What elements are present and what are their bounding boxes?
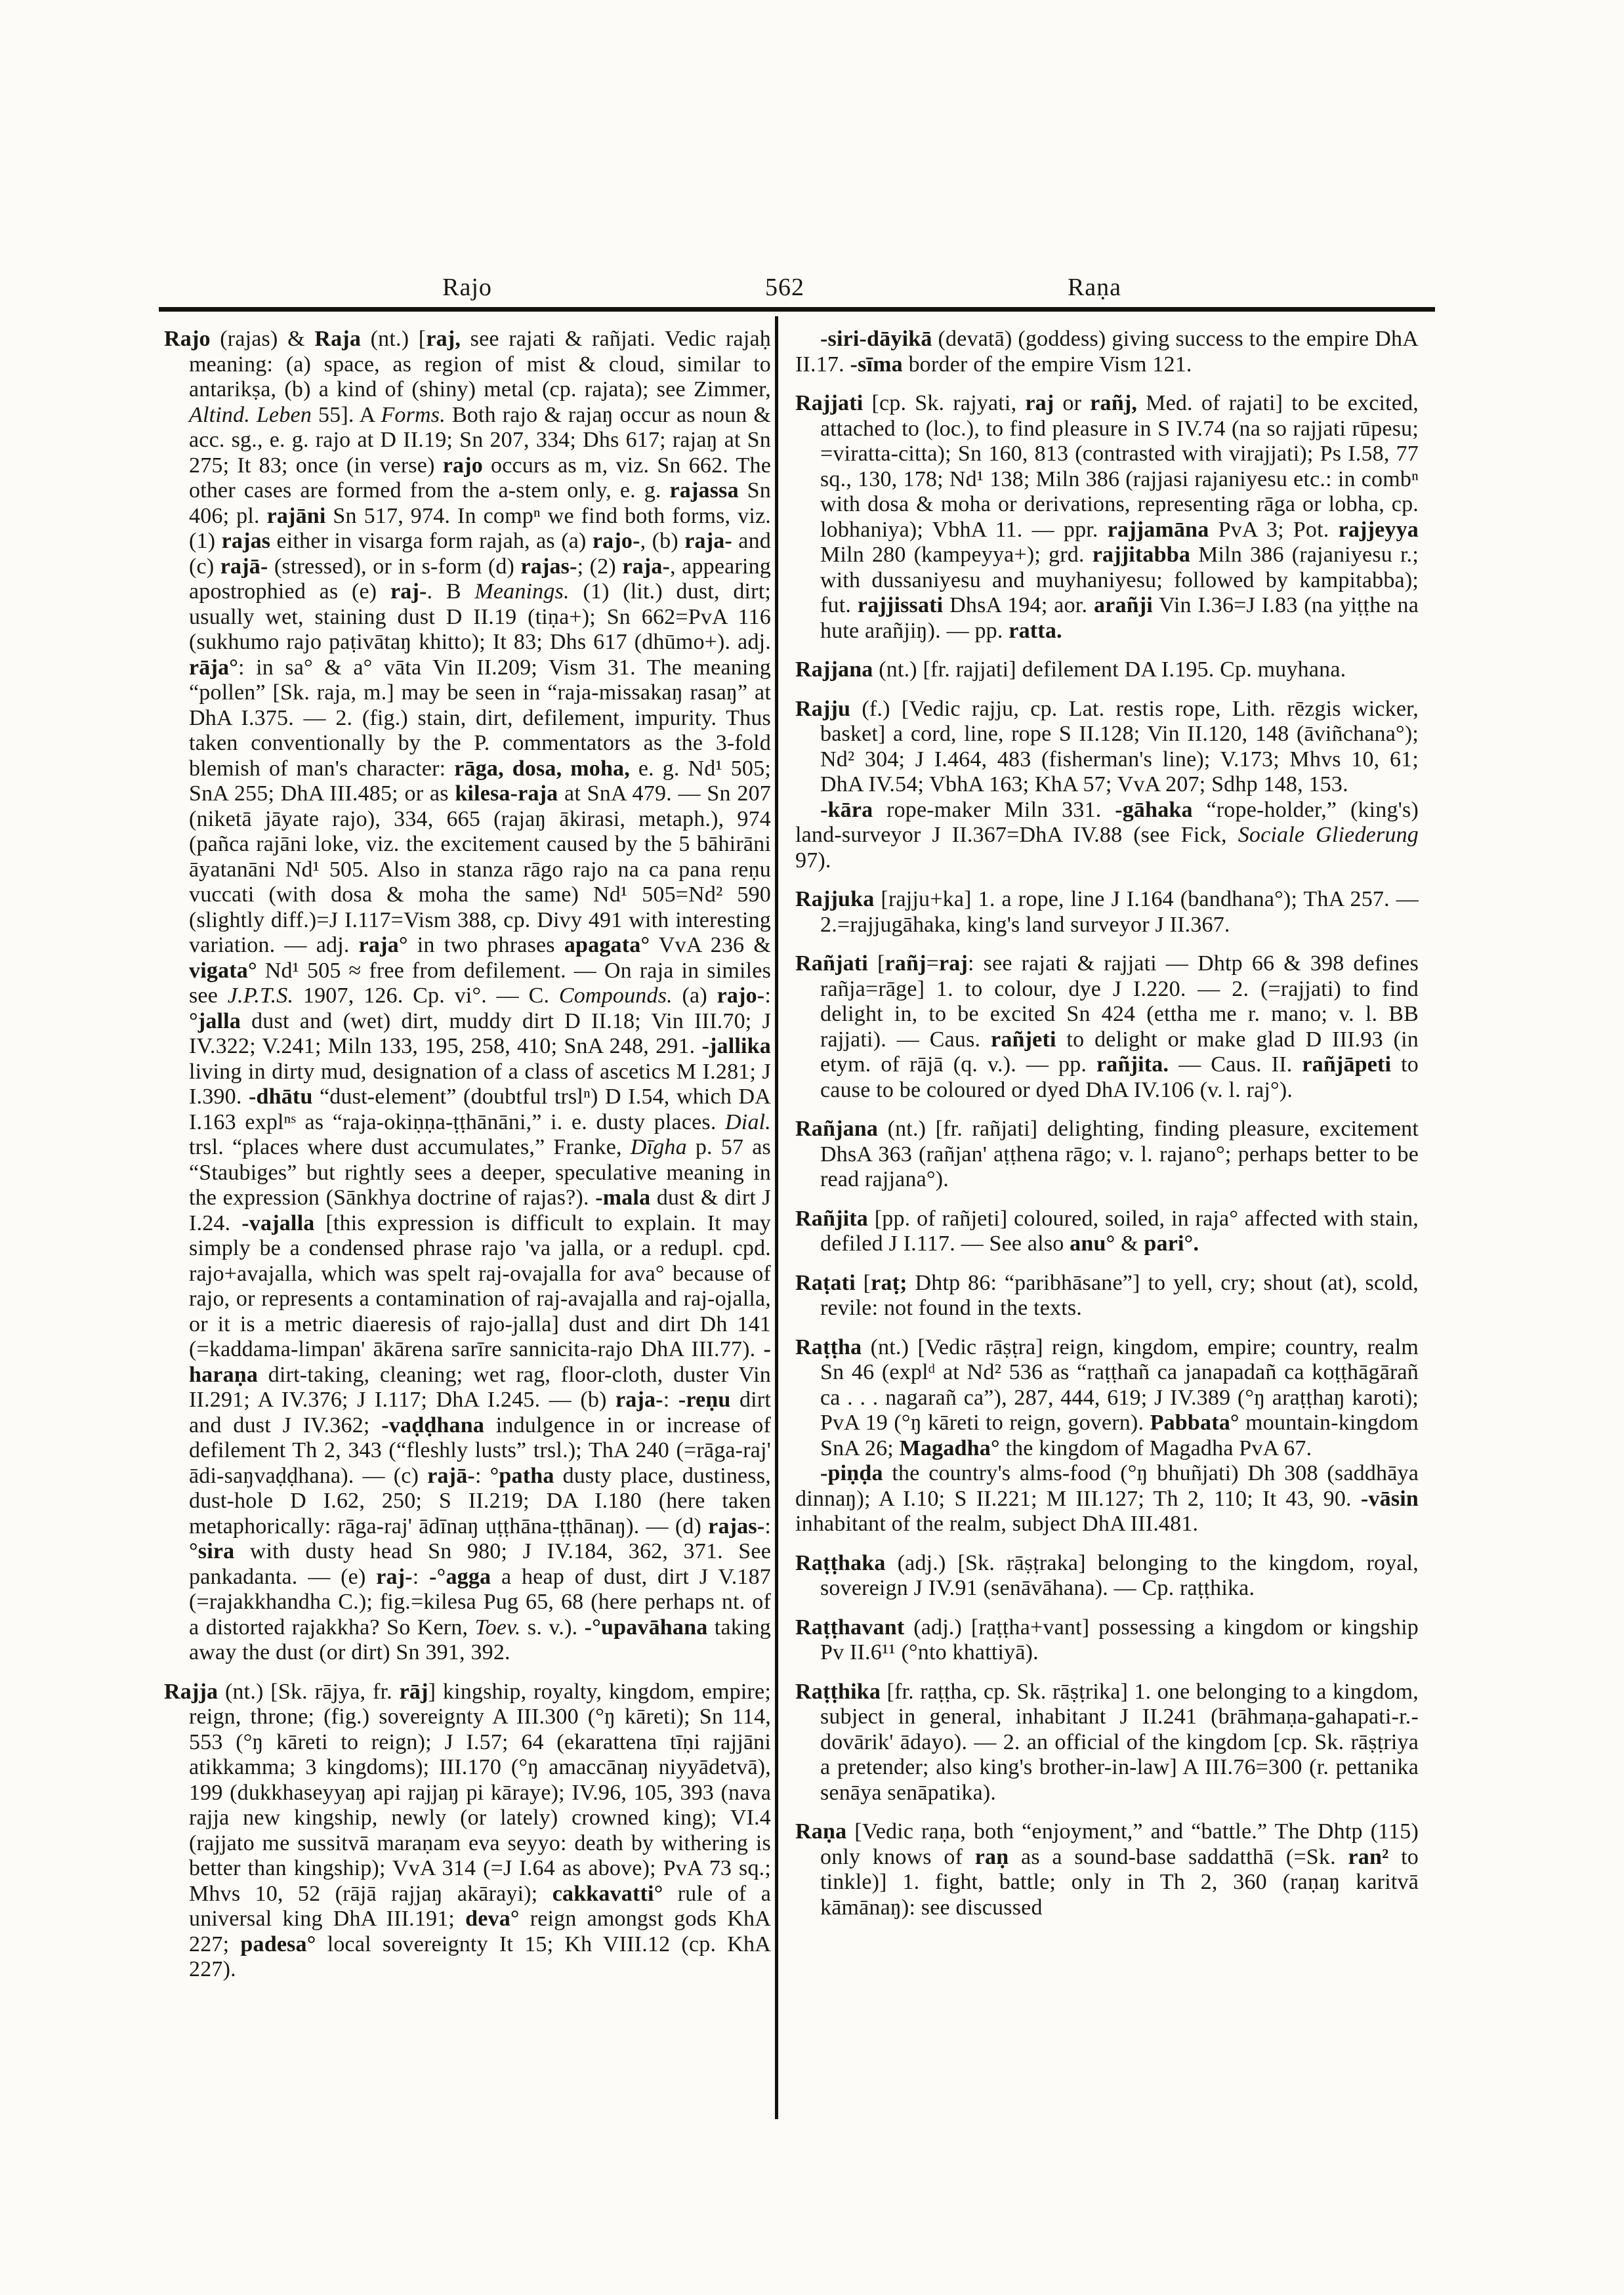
entry-Rajjana: Rajjana (nt.) [fr. rajjati] defilement DA I.195. Cp. muyhana. bbox=[795, 657, 1346, 682]
headword: Raṭati bbox=[795, 1270, 856, 1295]
headword: Rajja bbox=[164, 1679, 219, 1704]
headword: Rañjana bbox=[795, 1117, 879, 1141]
headword: Raṭṭha bbox=[795, 1334, 862, 1359]
headword: Raṇa bbox=[795, 1819, 847, 1844]
entry-Rajjati: Rajjati [cp. Sk. rajyati, raj or rañj, Med. of rajati] to be excited, attached to (loc.), to find pleasure in S IV.74 (na so rajjati rūpesu; =viratta-citta); Sn 160, 813 (contrasted with virajjati); Ps I.58, 77 sq., 130, 178; Nd¹ 138; Miln 386 (rajjasi rajaniyesu etc.: in combⁿ with dosa & moha or derivations, representing rāga or lobha, cp. lobhaniya); VbhA 11. — ppr. rajjamāna PvA 3; Pot. rajjeyya Miln 280 (kampeyya+); grd. rajjitabba Miln 386 (rajaniyesu r.; with dussaniyesu and muyhaniyesu; followed by kampitabba); fut. rajjissati DhsA 194; aor. arañji Vin I.36=J I.83 (na yiṭṭhe na hute arañjiŋ). — pp. ratta. bbox=[795, 391, 1419, 643]
right-column bbox=[795, 327, 1419, 1920]
entry-Raṭṭhaka: Raṭṭhaka (adj.) [Sk. rāṣṭraka] belonging to the kingdom, royal, sovereign J IV.91 (senāvāhana). — Cp. raṭṭhika. bbox=[795, 1550, 1419, 1600]
header-rule bbox=[159, 307, 1435, 312]
guide-word-left: Rajo bbox=[442, 274, 492, 301]
entry-continuation: -kāra rope-maker Miln 331. -gāhaka “rope-holder,” (king's) land-surveyor J II.367=DhA IV.88 (see Fick, Sociale Gliederung 97). bbox=[795, 797, 1419, 873]
entry-Rañjati: Rañjati [rañj=raj: see rajati & rajjati — Dhtp 66 & 398 defines rañja=rāge] 1. to colour, dye J I.220. — 2. (=rajjati) to find delight in, to be excited Sn 424 (ettha me r. mano; v. l. BB rajjati). — Caus. rañjeti to delight or make glad D III.93 (in etym. of rājā (q. v.). — pp. rañjita. — Caus. II. rañjāpeti to cause to be coloured or dyed DhA IV.106 (v. l. raj°). bbox=[795, 951, 1419, 1102]
headword: Rajjana bbox=[795, 657, 873, 682]
entry-Rajja: Rajja (nt.) [Sk. rājya, fr. rāj] kingship, royalty, kingdom, empire; reign, throne; (fig.) sovereignty A III.300 (°ŋ kāreti); Sn 114, 553 (°ŋ kāreti to reign); J I.57; 64 (ekarattena tīṇi rajjāni atikkamma; 3 kingdoms); III.170 (°ŋ amaccānaŋ niyyādetvā), 199 (dukkhaseyyaŋ api rajjaŋ pi kāraye); IV.96, 105, 393 (nava rajja new kingship, newly (or lately) crowned king); VI.4 (rajjato me sussitvā maraṇam eva seyyo: death by withering is better than kingship); VvA 314 (=J I.64 as above); PvA 73 sq.; Mhvs 10, 52 (rājā rajjaŋ akārayi); cakkavatti° rule of a universal king DhA III.191; deva° reign amongst gods KhA 227; padesa° local sovereignty It 15; Kh VIII.12 (cp. KhA 227). bbox=[164, 1679, 771, 1981]
guide-word-right: Raṇa bbox=[1067, 274, 1122, 301]
entry-Rajjuka: Rajjuka [rajju+ka] 1. a rope, line J I.164 (bandhana°); ThA 257. — 2.=rajjugāhaka, king's land surveyor J II.367. bbox=[795, 887, 1419, 937]
headword: Rañjita bbox=[795, 1206, 868, 1231]
entry-Rañjita: Rañjita [pp. of rañjeti] coloured, soiled, in raja° affected with stain, defiled J I.117. — See also anu° & pari°. bbox=[795, 1206, 1419, 1256]
column-divider bbox=[775, 316, 778, 2119]
entry-Raṭṭhavant: Raṭṭhavant (adj.) [raṭṭha+vant] possessing a kingdom or kingship Pv II.6¹¹ (°nto khattiyā). bbox=[795, 1615, 1419, 1664]
page-number: 562 bbox=[765, 274, 804, 301]
entry-Raṭṭha: Raṭṭha (nt.) [Vedic rāṣṭra] reign, kingdom, empire; country, realm Sn 46 (explᵈ at Nd² 536 as “raṭṭhañ ca janapadañ ca koṭṭhāgārañ ca . . . nagarañ ca”), 287, 444, 619; J IV.389 (°ŋ araṭṭhaŋ karoti); PvA 19 (°ŋ kāreti to reign, govern). Pabbata° mountain-kingdom SnA 26; Magadha° the kingdom of Magadha PvA 67. bbox=[795, 1334, 1419, 1460]
headword: Raṭṭhavant bbox=[795, 1615, 905, 1640]
headword: Rajjuka bbox=[795, 887, 875, 911]
headword: Raṭṭhika bbox=[795, 1679, 881, 1704]
entry-Rajju: Rajju (f.) [Vedic rajju, cp. Lat. restis rope, Lith. rēzgis wicker, basket] a cord, line, rope S II.128; Vin II.120, 148 (āviñchana°); Nd² 304; J I.464, 483 (fisherman's line); V.173; Mhvs 10, 61; DhA IV.54; VbhA 163; KhA 57; VvA 207; Sdhp 148, 153. bbox=[795, 696, 1419, 796]
headword: Rajju bbox=[795, 696, 851, 721]
entry-Rañjana: Rañjana (nt.) [fr. rañjati] delighting, finding pleasure, excitement DhsA 363 (rañjan' aṭṭhena rāgo; v. l. rajano°; perhaps better to be read rajjana°). bbox=[795, 1117, 1419, 1191]
headword: Raṭṭhaka bbox=[795, 1550, 886, 1575]
entry-Rajo: Rajo (rajas) & Raja (nt.) [raj, see rajati & rañjati. Vedic rajaḥ meaning: (a) space, as region of mist & cloud, similar to antarikṣa, (b) a kind of (shiny) metal (cp. rajata); see Zimmer, Altind. Leben 55]. A Forms. Both rajo & rajaŋ occur as noun & acc. sg., e. g. rajo at D II.19; Sn 207, 334; Dhs 617; rajaŋ at Sn 275; It 83; once (in verse) rajo occurs as m, viz. Sn 662. The other cases are formed from the a-stem only, e. g. rajassa Sn 406; pl. rajāni Sn 517, 974. In compⁿ we find both forms, viz. (1) rajas either in visarga form rajah, as (a) rajo-, (b) raja- and (c) rajā- (stressed), or in s-form (d) rajas-; (2) raja-, appearing apostrophied as (e) raj-. B Meanings. (1) (lit.) dust, dirt; usually wet, staining dust D II.19 (tiṇa+); Sn 662=PvA 116 (sukhumo rajo paṭivātaŋ khitto); It 83; Dhs 617 (dhūmo+). adj. rāja°: in sa° & a° vāta Vin II.209; Vism 31. The meaning “pollen” [Sk. raja, m.] may be seen in “raja-missakaŋ rasaŋ” at DhA I.375. — 2. (fig.) stain, dirt, defilement, impurity. Thus taken conventionally by the P. commentators as the 3-fold blemish of man's character: rāga, dosa, moha, e. g. Nd¹ 505; SnA 255; DhA III.485; or as kilesa-raja at SnA 479. — Sn 207 (niketā jāyate rajo), 334, 665 (rajaŋ ākirasi, metaph.), 974 (pañca rajāni loke, viz. the excitement caused by the 5 bāhirāni āyatanāni Nd¹ 505. Also in stanza rāgo rajo na ca pana reṇu vuccati (with dosa & moha the same) Nd¹ 505=Nd² 590 (slightly diff.)=J I.117=Vism 388, cp. Divy 491 with interesting variation. — adj. raja° in two phrases apagata° VvA 236 & vigata° Nd¹ 505 ≈ free from defilement. — On raja in similes see J.P.T.S. 1907, 126. Cp. vi°. — C. Compounds. (a) rajo-: °jalla dust and (wet) dirt, muddy dirt D II.18; Vin III.70; J IV.322; V.241; Miln 133, 195, 258, 410; SnA 248, 291. -jallika living in dirty mud, designation of a class of ascetics M I.281; J I.390. -dhātu “dust-element” (doubtful trslⁿ) D I.54, which DA I.163 explⁿˢ as “raja-okiṇṇa-ṭṭhānāni,” i. e. dusty places. Dial. trsl. “places where dust accumulates,” Franke, Dīgha p. 57 as “Staubiges” but rightly sees a deeper, speculative meaning in the expression (Sānkhya doctrine of rajas?). -mala dust & dirt J I.24. -vajalla [this expression is difficult to explain. It may simply be a condensed phrase rajo 'va jalla, or a redupl. cpd. rajo+avajalla, which was spelt raj-ovajalla for ava° because of rajo, or represents a contamination of raj-avajalla and raj-ojalla, or it is a metric diaeresis of rajo-jalla] dust and dirt Dh 141 (=kaddama-limpan' ākārena sarīre sannicita-rajo DhA III.77). -haraṇa dirt-taking, cleaning; wet rag, floor-cloth, duster Vin II.291; A IV.376; J I.117; DhA I.245. — (b) raja-: -reṇu dirt and dust J IV.362; -vaḍḍhana indulgence in or increase of defilement Th 2, 343 (“fleshly lusts” trsl.); ThA 240 (=rāga-raj' ādi-saŋvaḍḍhana). — (c) rajā-: °patha dusty place, dustiness, dust-hole D I.62, 250; S II.219; DA I.180 (here taken metaphorically: rāga-raj' ādīnaŋ uṭṭhāna-ṭṭhānaŋ). — (d) rajas-: °sira with dusty head Sn 980; J IV.184, 362, 371. See pankadanta. — (e) raj-: -°agga a heap of dust, dirt J V.187 (=rajakkhandha C.); fig.=kilesa Pug 65, 68 (here perhaps nt. of a distorted rajakkha? So Kern, Toev. s. v.). -°upavāhana taking away the dust (or dirt) Sn 391, 392. bbox=[164, 327, 772, 1664]
headword: Rajjati bbox=[795, 391, 864, 415]
entry-continuation: -piṇḍa the country's alms-food (°ŋ bhuñjati) Dh 308 (saddhāya dinnaŋ); A I.10; S II.221; M III.127; Th 2, 110; It 43, 90. -vāsin inhabitant of the realm, subject DhA III.481. bbox=[795, 1461, 1419, 1536]
entry-Raṇa: Raṇa [Vedic raṇa, both “enjoyment,” and “battle.” The Dhtp (115) only knows of raṇ as a sound-base saddatthā (=Sk. ran² to tinkle)] 1. fight, battle; only in Th 2, 360 (raṇaŋ karitvā kāmānaŋ): see discussed bbox=[795, 1819, 1419, 1920]
entry-continuation: -siri-dāyikā (devatā) (goddess) giving success to the empire DhA II.17. -sīma border of the empire Vism 121. bbox=[795, 327, 1419, 377]
entry-Raṭṭhika: Raṭṭhika [fr. raṭṭha, cp. Sk. rāṣṭrika] 1. one belonging to a kingdom, subject in general, inhabitant J II.241 (brāhmaṇa-gahapati-r.-dovārik' ādayo). — 2. an official of the kingdom [cp. Sk. rāṣṭriya a pretender; also king's brother-in-law] A III.76=300 (r. pettanika senāya senāpatika). bbox=[795, 1679, 1419, 1805]
left-column bbox=[164, 327, 771, 1983]
headword: Rajo bbox=[164, 327, 211, 351]
entry-Raṭati: Raṭati [raṭ; Dhtp 86: “paribhāsane”] to yell, cry; shout (at), scold, revile: not found in the texts. bbox=[795, 1270, 1419, 1320]
headword: Rañjati bbox=[795, 951, 868, 976]
